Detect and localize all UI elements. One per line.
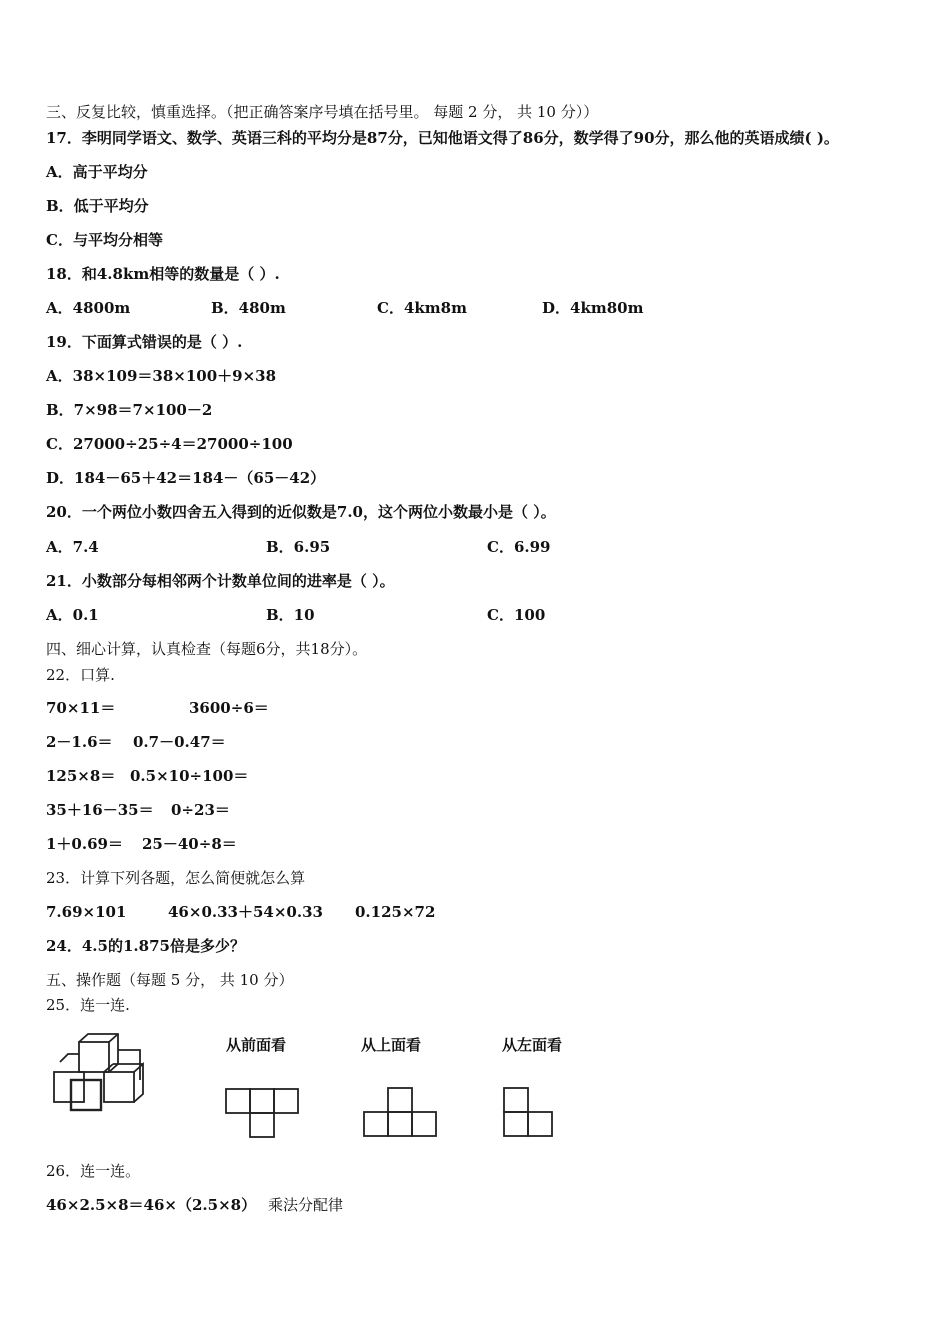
q19-option-a: A．38×109＝38×100＋9×38: [46, 367, 277, 385]
q22-item: 0.5×10÷100＝: [130, 767, 249, 785]
q26-right-law: 乘法分配律: [268, 1196, 344, 1214]
q20-stem: 20．一个两位小数四舍五入得到的近似数是7.0，这个两位小数最小是（ ）。: [46, 503, 556, 521]
q21-option-a: A．0.1: [46, 606, 99, 624]
view-shape-inverted-t: [360, 1084, 440, 1142]
q22-stem: 22．口算.: [46, 666, 115, 684]
q20-option-c: C．6.99: [487, 538, 551, 556]
q18-stem: 18．和4.8km相等的数量是（ ）.: [46, 265, 280, 283]
q19-option-d: D．184－65＋42＝184－（65－42）: [46, 469, 326, 487]
view-label-top: 从上面看: [361, 1036, 422, 1054]
q23-item: 0.125×72: [355, 903, 436, 921]
q22-item: 0.7－0.47＝: [133, 733, 226, 751]
q22-item: 3600÷6＝: [189, 699, 269, 717]
q22-item: 125×8＝: [46, 767, 116, 785]
section4-heading: 四、细心计算，认真检查（每题6分，共18分）。: [46, 640, 368, 658]
cube-arrangement-figure: [46, 1030, 156, 1114]
view-shape-t: [222, 1085, 302, 1141]
q22-item: 1＋0.69＝: [46, 835, 123, 853]
q18-option-b: B．480m: [211, 299, 286, 317]
q19-stem: 19．下面算式错误的是（ ）.: [46, 333, 243, 351]
q20-option-b: B．6.95: [266, 538, 331, 556]
q18-option-d: D．4km80m: [542, 299, 644, 317]
q17-option-a: A．高于平均分: [46, 163, 148, 181]
section3-heading: 三、反复比较，慎重选择。（把正确答案序号填在括号里。 每题 2 分， 共 10 分））: [46, 103, 599, 121]
q23-item: 46×0.33＋54×0.33: [168, 903, 323, 921]
q24-stem: 24．4.5的1.875倍是多少？: [46, 937, 245, 955]
section5-heading: 五、操作题（每题 5 分， 共 10 分）: [46, 971, 294, 989]
q22-item: 35＋16－35＝: [46, 801, 154, 819]
q22-item: 2－1.6＝: [46, 733, 113, 751]
q19-option-b: B．7×98＝7×100－2: [46, 401, 213, 419]
q22-item: 25－40÷8＝: [142, 835, 237, 853]
q20-option-a: A．7.4: [46, 538, 99, 556]
q17-option-b: B．低于平均分: [46, 197, 149, 215]
q23-stem: 23．计算下列各题，怎么简便就怎么算: [46, 869, 306, 887]
q17-stem: 17．李明同学语文、数学、英语三科的平均分是87分，已知他语文得了86分，数学得了90分，那么他的英语成绩( )。: [46, 129, 839, 147]
view-label-left: 从左面看: [502, 1036, 563, 1054]
q23-item: 7.69×101: [46, 903, 127, 921]
q17-option-c: C．与平均分相等: [46, 231, 163, 249]
view-label-front: 从前面看: [226, 1036, 287, 1054]
q26-left-expression: 46×2.5×8＝46×（2.5×8）: [46, 1196, 257, 1214]
q18-option-a: A．4800m: [46, 299, 131, 317]
q26-stem: 26．连一连。: [46, 1162, 141, 1180]
q22-item: 0÷23＝: [171, 801, 230, 819]
q21-option-c: C．100: [487, 606, 546, 624]
q19-option-c: C．27000÷25÷4＝27000÷100: [46, 435, 293, 453]
view-shape-l: [500, 1084, 558, 1142]
q21-option-b: B．10: [266, 606, 315, 624]
q21-stem: 21．小数部分每相邻两个计数单位间的进率是（ ）。: [46, 572, 395, 590]
q25-stem: 25．连一连.: [46, 996, 130, 1014]
q18-option-c: C．4km8m: [377, 299, 467, 317]
q22-item: 70×11＝: [46, 699, 116, 717]
